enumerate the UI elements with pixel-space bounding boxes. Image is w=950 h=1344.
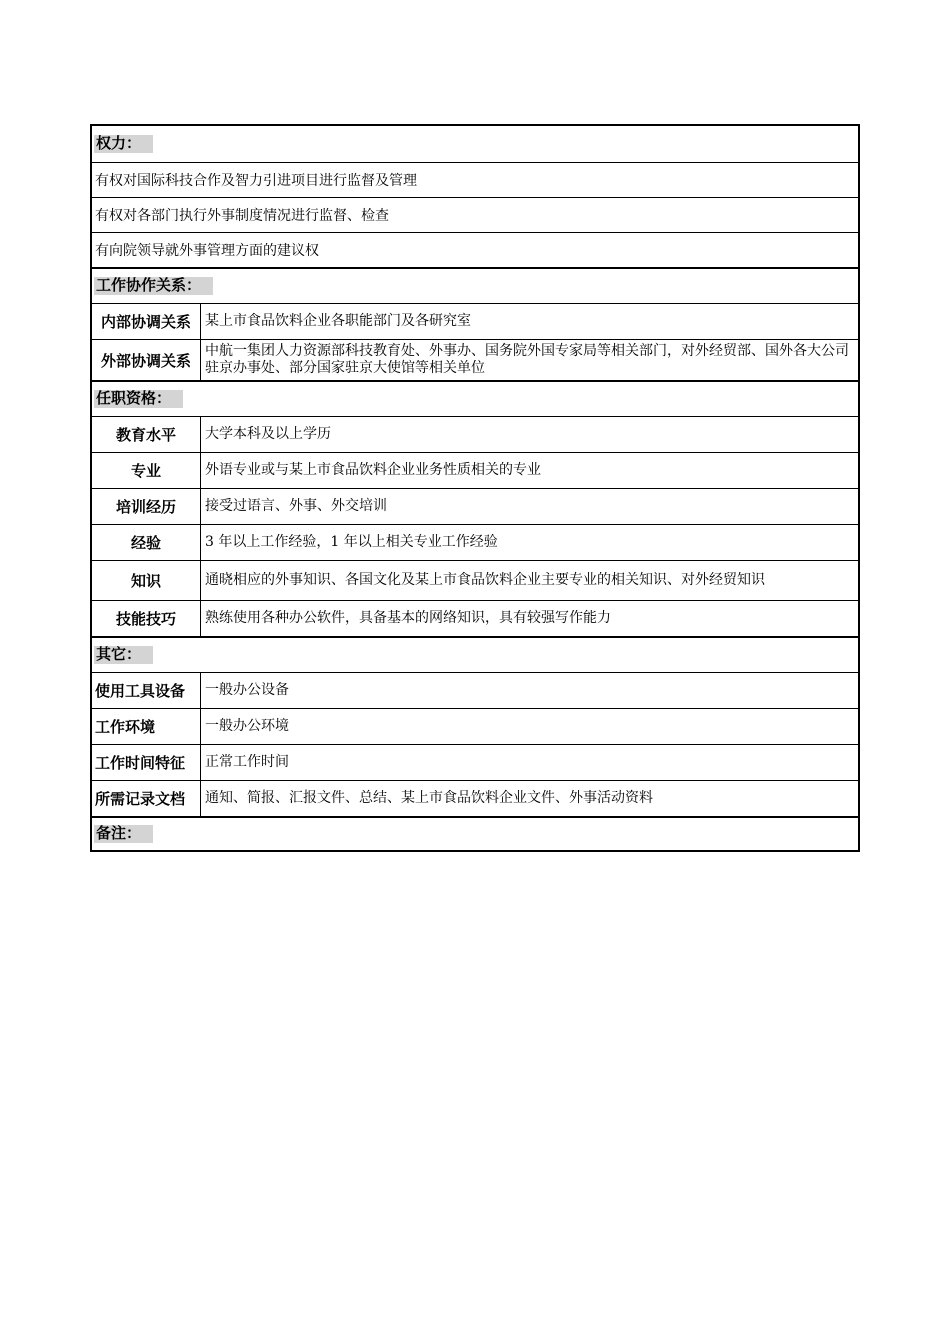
qualification-row-knowledge — [92, 560, 858, 600]
qualification-row-education — [92, 416, 858, 452]
job-description-table — [90, 124, 860, 852]
external-relation-value: 中航一集团人力资源部科技教育处、外事办、国务院外国专家局等相关部门，对外经贸部、国外各大公司驻京办事处、部分国家驻京大使馆等相关单位 — [205, 343, 849, 376]
qualification-label: 培训经历 — [92, 489, 201, 524]
external-relation-label: 外部协调关系 — [92, 340, 201, 380]
qualification-label: 技能技巧 — [92, 601, 201, 636]
qualification-value: 大学本科及以上学历 — [205, 426, 331, 442]
other-value: 一般办公环境 — [205, 718, 289, 734]
qualification-label: 知识 — [92, 561, 201, 600]
remarks-title: 备注： — [94, 825, 153, 843]
power-item-text: 有权对国际科技合作及智力引进项目进行监督及管理 — [95, 173, 417, 189]
other-row-documents — [92, 780, 858, 816]
qualification-row-major — [92, 452, 858, 488]
internal-relation-row — [92, 303, 858, 339]
internal-relation-value: 某上市食品饮料企业各职能部门及各研究室 — [205, 313, 471, 329]
qualification-value: 3 年以上工作经验，1 年以上相关专业工作经验 — [205, 534, 498, 550]
other-row-worktime — [92, 744, 858, 780]
powers-section-header — [92, 126, 858, 162]
qualification-label: 经验 — [92, 525, 201, 560]
qualifications-title: 任职资格： — [94, 390, 183, 408]
qualification-label: 教育水平 — [92, 417, 201, 452]
other-value: 通知、简报、汇报文件、总结、某上市食品饮料企业文件、外事活动资料 — [205, 790, 653, 806]
qualification-row-experience — [92, 524, 858, 560]
power-item — [92, 162, 858, 197]
power-item — [92, 232, 858, 267]
qualification-value: 接受过语言、外事、外交培训 — [205, 498, 387, 514]
other-row-tools — [92, 672, 858, 708]
power-item-text: 有向院领导就外事管理方面的建议权 — [95, 243, 319, 259]
qualification-value: 通晓相应的外事知识、各国文化及某上市食品饮料企业主要专业的相关知识、对外经贸知识 — [205, 572, 765, 588]
external-relation-row — [92, 339, 858, 380]
other-label: 工作环境 — [92, 709, 201, 744]
other-label: 所需记录文档 — [92, 781, 201, 816]
power-item — [92, 197, 858, 232]
remarks-section-header — [92, 816, 858, 850]
relations-title: 工作协作关系： — [94, 277, 213, 295]
qualification-row-skills — [92, 600, 858, 636]
other-row-environment — [92, 708, 858, 744]
other-title: 其它： — [94, 646, 153, 664]
qualification-label: 专业 — [92, 453, 201, 488]
powers-title: 权力： — [94, 135, 153, 153]
qualification-value: 外语专业或与某上市食品饮料企业业务性质相关的专业 — [205, 462, 541, 478]
internal-relation-label: 内部协调关系 — [92, 304, 201, 339]
other-label: 工作时间特征 — [92, 745, 201, 780]
qualification-row-training — [92, 488, 858, 524]
qualifications-section-header — [92, 380, 858, 416]
other-value: 一般办公设备 — [205, 682, 289, 698]
other-label: 使用工具设备 — [92, 673, 201, 708]
relations-section-header — [92, 267, 858, 303]
qualification-value: 熟练使用各种办公软件，具备基本的网络知识，具有较强写作能力 — [205, 610, 611, 626]
power-item-text: 有权对各部门执行外事制度情况进行监督、检查 — [95, 208, 389, 224]
other-value: 正常工作时间 — [205, 754, 289, 770]
other-section-header — [92, 636, 858, 672]
